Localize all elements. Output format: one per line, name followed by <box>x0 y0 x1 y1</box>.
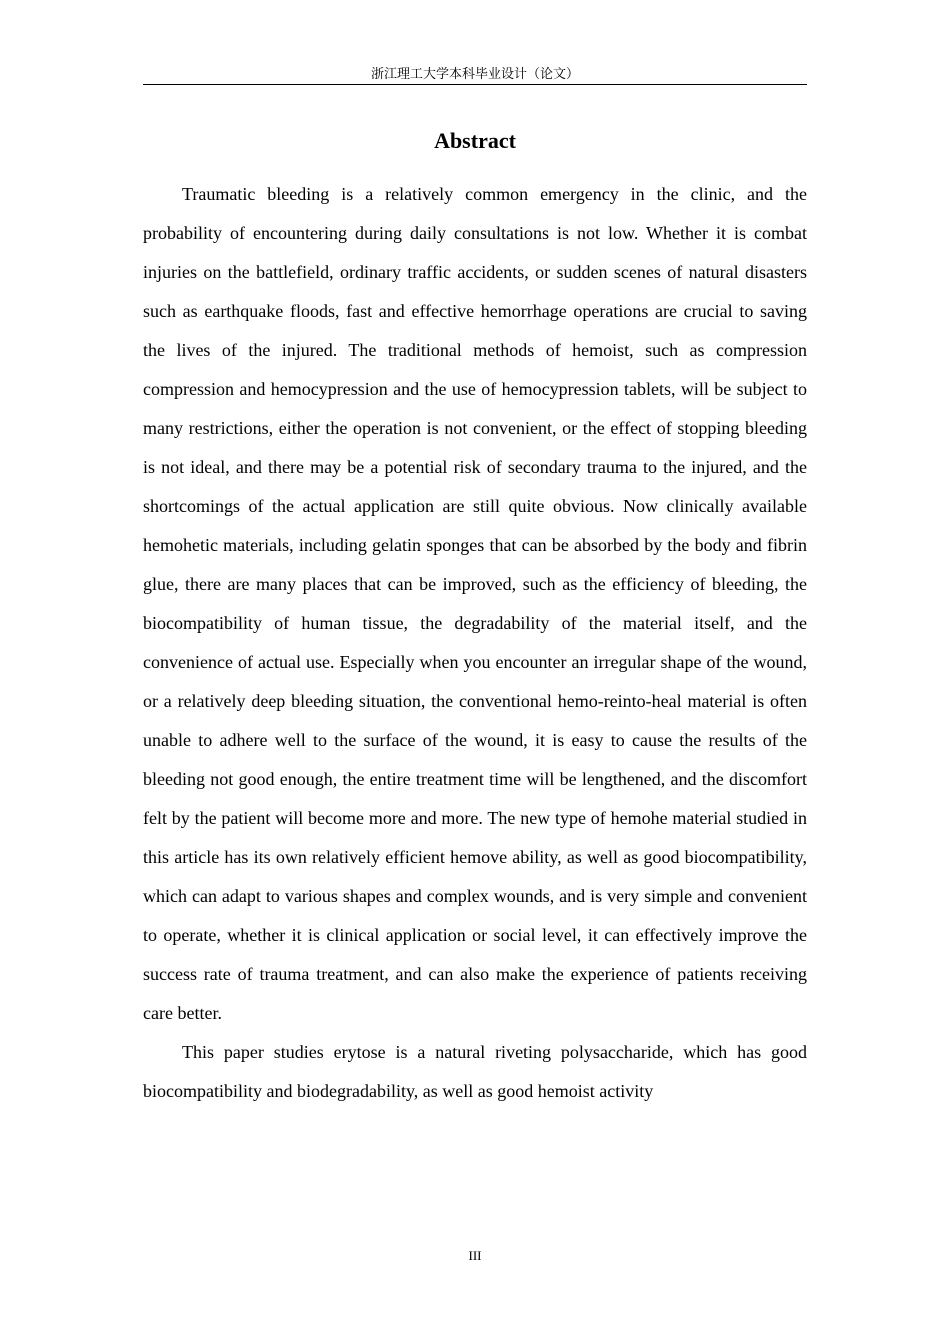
abstract-title: Abstract <box>434 128 516 153</box>
page-number: III <box>468 1248 482 1263</box>
running-header: 浙江理工大学本科毕业设计（论文） <box>143 66 807 85</box>
abstract-paragraph-1: Traumatic bleeding is a relatively common emergency in the clinic, and the probability of encountering during daily consultations is not low. Whether it is combat injuries on the battlefield, ordinary traffic accidents, or sudden scenes of natural disasters such as earthquake floods, fast and effective hemorrhage operations are crucial to saving the lives of the injured. The traditional methods of hemoist, such as compression compression and hemocypression and the use of hemocypression tablets, will be subject to many restrictions, either the operation is not convenient, or the effect of stopping bleeding is not ideal, and there may be a potential risk of secondary trauma to the injured, and the shortcomings of the actual application are still quite obvious. Now clinically available hemohetic materials, including gelatin sponges that can be absorbed by the body and fibrin glue, there are many places that can be improved, such as the efficiency of bleeding, the biocompatibility of human tissue, the degradability of the material itself, and the convenience of actual use. Especially when you encounter an irregular shape of the wound, or a relatively deep bleeding situation, the conventional hemo-reinto-heal material is often unable to adhere well to the surface of the wound, it is easy to cause the results of the bleeding not good enough, the entire treatment time will be lengthened, and the discomfort felt by the patient will become more and more. The new type of hemohe material studied in this article has its own relatively efficient hemove ability, as well as good biocompatibility, which can adapt to various shapes and complex wounds, and is very simple and convenient to operate, whether it is clinical application or social level, it can effectively improve the success rate of trauma treatment, and can also make the experience of patients receiving care better. <box>143 184 807 1023</box>
abstract-paragraph-2: This paper studies erytose is a natural riveting polysaccharide, which has good biocompatibility and biodegradability, as well as good hemoist activity <box>143 1042 807 1101</box>
abstract-body <box>143 175 807 1111</box>
